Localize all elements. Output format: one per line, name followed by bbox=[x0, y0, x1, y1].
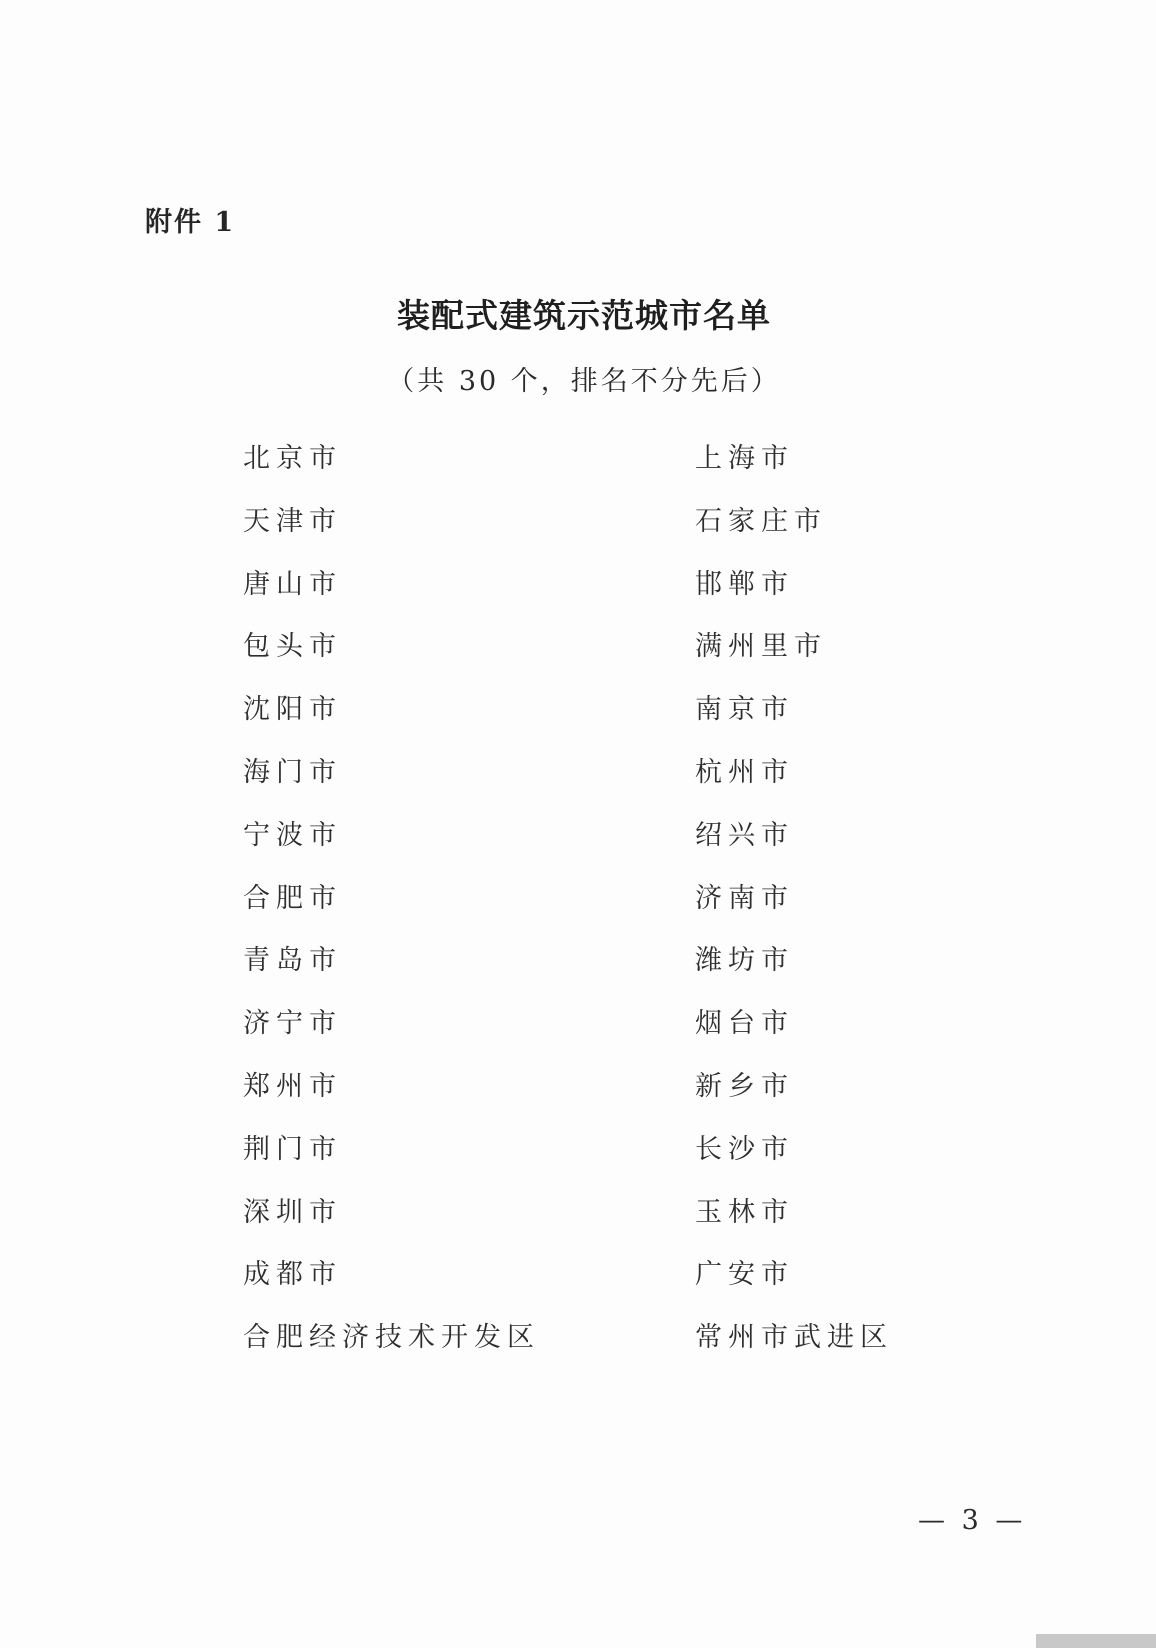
city-name: 郑州市 bbox=[243, 1070, 342, 1102]
city-name: 玉林市 bbox=[695, 1196, 794, 1228]
city-name: 宁波市 bbox=[243, 819, 342, 851]
city-row bbox=[0, 1252, 1156, 1315]
city-row bbox=[0, 1190, 1156, 1253]
page-number: — 3 — bbox=[918, 1505, 1027, 1536]
city-name: 长沙市 bbox=[695, 1133, 794, 1165]
city-name: 上海市 bbox=[695, 443, 794, 474]
attachment-label: 附件 1 bbox=[145, 207, 236, 238]
city-row bbox=[0, 876, 1156, 939]
scan-edge-mark bbox=[1036, 1634, 1156, 1648]
city-name: 绍兴市 bbox=[695, 819, 794, 851]
city-name: 合肥市 bbox=[243, 882, 342, 914]
city-name: 杭州市 bbox=[695, 756, 794, 788]
document-title: 装配式建筑示范城市名单 bbox=[397, 296, 771, 335]
city-name: 荆门市 bbox=[243, 1133, 342, 1165]
city-name: 邯郸市 bbox=[695, 568, 794, 600]
city-name: 合肥经济技术开发区 bbox=[243, 1322, 540, 1354]
city-name: 成都市 bbox=[243, 1259, 342, 1291]
city-row bbox=[0, 1127, 1156, 1190]
city-name: 包头市 bbox=[243, 631, 342, 663]
city-row bbox=[0, 562, 1156, 625]
city-row bbox=[0, 436, 1156, 499]
city-row bbox=[0, 1064, 1156, 1127]
city-name: 济宁市 bbox=[243, 1008, 342, 1040]
city-name: 石家庄市 bbox=[695, 505, 827, 537]
city-row bbox=[0, 813, 1156, 876]
city-row bbox=[0, 687, 1156, 750]
city-row bbox=[0, 1001, 1156, 1064]
city-name: 常州市武进区 bbox=[695, 1322, 893, 1354]
city-row bbox=[0, 938, 1156, 1001]
city-list bbox=[0, 436, 1156, 1378]
city-name: 南京市 bbox=[695, 694, 794, 726]
city-name: 青岛市 bbox=[243, 945, 342, 977]
city-name: 海门市 bbox=[243, 756, 342, 788]
city-name: 烟台市 bbox=[695, 1008, 794, 1040]
city-name: 广安市 bbox=[695, 1259, 794, 1291]
city-name: 天津市 bbox=[243, 505, 342, 537]
city-name: 深圳市 bbox=[243, 1196, 342, 1228]
city-row bbox=[0, 1315, 1156, 1378]
city-name: 满州里市 bbox=[695, 631, 827, 663]
city-name: 济南市 bbox=[695, 882, 794, 914]
city-name: 新乡市 bbox=[695, 1070, 794, 1102]
city-row bbox=[0, 624, 1156, 687]
city-row bbox=[0, 750, 1156, 813]
city-row bbox=[0, 499, 1156, 562]
city-name: 沈阳市 bbox=[243, 694, 342, 726]
city-name: 北京市 bbox=[243, 443, 342, 474]
document-subtitle: （共 30 个，排名不分先后） bbox=[387, 366, 781, 397]
city-name: 唐山市 bbox=[243, 568, 342, 600]
city-name: 潍坊市 bbox=[695, 945, 794, 977]
